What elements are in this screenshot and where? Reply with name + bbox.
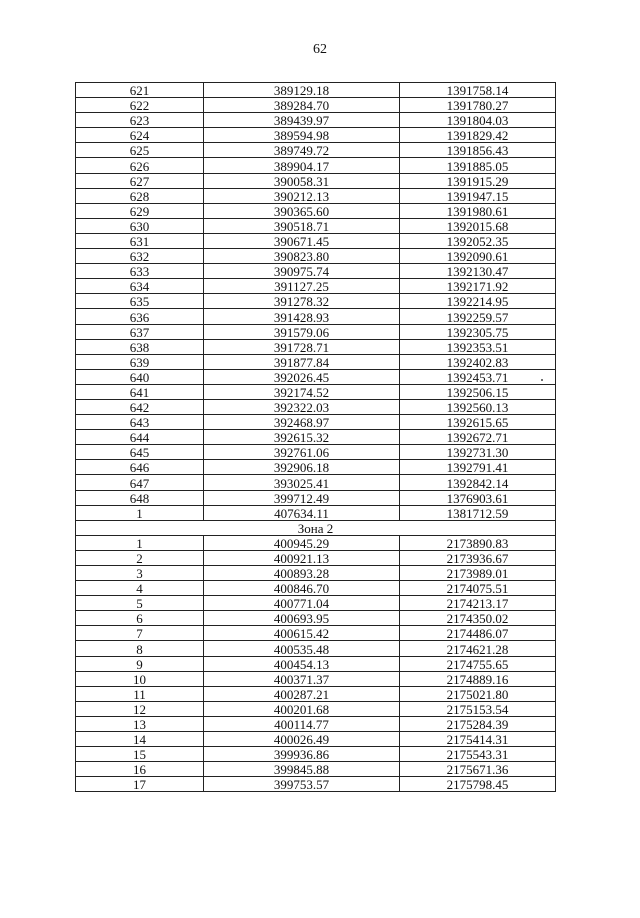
y-coordinate-cell: 2175798.45 <box>400 777 556 792</box>
y-coordinate-cell: 2175671.36 <box>400 762 556 777</box>
zone-heading-row <box>76 520 556 535</box>
x-coordinate-cell: 391278.32 <box>204 294 400 309</box>
y-coordinate-cell: 1392731.30 <box>400 445 556 460</box>
point-number-cell: 641 <box>76 384 204 399</box>
table-row <box>76 701 556 716</box>
x-coordinate-cell: 392468.97 <box>204 415 400 430</box>
point-number-cell: 632 <box>76 249 204 264</box>
x-coordinate-cell: 407634.11 <box>204 505 400 520</box>
point-number-cell: 639 <box>76 354 204 369</box>
point-number-cell: 634 <box>76 279 204 294</box>
table-row <box>76 249 556 264</box>
point-number-cell: 14 <box>76 732 204 747</box>
point-number-cell: 4 <box>76 581 204 596</box>
x-coordinate-cell: 400945.29 <box>204 535 400 550</box>
table-row <box>76 490 556 505</box>
point-number-cell: 16 <box>76 762 204 777</box>
x-coordinate-cell: 391877.84 <box>204 354 400 369</box>
point-number-cell: 630 <box>76 218 204 233</box>
x-coordinate-cell: 389439.97 <box>204 113 400 128</box>
x-coordinate-cell: 400771.04 <box>204 596 400 611</box>
point-number-cell: 17 <box>76 777 204 792</box>
point-number-cell: 647 <box>76 475 204 490</box>
y-coordinate-cell: 1391885.05 <box>400 158 556 173</box>
table-row <box>76 143 556 158</box>
table-row <box>76 324 556 339</box>
y-coordinate-cell: 2175414.31 <box>400 732 556 747</box>
x-coordinate-cell: 400287.21 <box>204 686 400 701</box>
point-number-cell: 640 <box>76 369 204 384</box>
y-coordinate-cell: 1391947.15 <box>400 188 556 203</box>
y-coordinate-cell: 1392560.13 <box>400 399 556 414</box>
y-coordinate-cell: 1391856.43 <box>400 143 556 158</box>
page-number: 62 <box>313 42 327 57</box>
y-coordinate-cell: 2174213.17 <box>400 596 556 611</box>
x-coordinate-cell: 399753.57 <box>204 777 400 792</box>
point-number-cell: 6 <box>76 611 204 626</box>
y-coordinate-cell: 1392453.71 <box>400 369 556 384</box>
y-coordinate-cell: 1392842.14 <box>400 475 556 490</box>
zone-2-heading-group <box>76 520 556 535</box>
table-row <box>76 505 556 520</box>
point-number-cell: 646 <box>76 460 204 475</box>
point-number-cell: 645 <box>76 445 204 460</box>
table-row <box>76 762 556 777</box>
table-row <box>76 294 556 309</box>
table-row <box>76 611 556 626</box>
point-number-cell: 624 <box>76 128 204 143</box>
y-coordinate-cell: 1392402.83 <box>400 354 556 369</box>
y-coordinate-cell: 2174350.02 <box>400 611 556 626</box>
point-number-cell: 643 <box>76 415 204 430</box>
point-number-cell: 10 <box>76 671 204 686</box>
y-coordinate-cell: 1392353.51 <box>400 339 556 354</box>
point-number-cell: 7 <box>76 626 204 641</box>
point-number-cell: 11 <box>76 686 204 701</box>
point-number-cell: 2 <box>76 550 204 565</box>
table-row <box>76 550 556 565</box>
point-number-cell: 625 <box>76 143 204 158</box>
table-row <box>76 188 556 203</box>
x-coordinate-cell: 400615.42 <box>204 626 400 641</box>
table-row <box>76 415 556 430</box>
y-coordinate-cell: 1392791.41 <box>400 460 556 475</box>
point-number-cell: 1 <box>76 535 204 550</box>
point-number-cell: 12 <box>76 701 204 716</box>
x-coordinate-cell: 389284.70 <box>204 98 400 113</box>
table-row <box>76 445 556 460</box>
table-row <box>76 233 556 248</box>
x-coordinate-cell: 400846.70 <box>204 581 400 596</box>
x-coordinate-cell: 399712.49 <box>204 490 400 505</box>
table-row <box>76 732 556 747</box>
table-row <box>76 113 556 128</box>
table-row <box>76 128 556 143</box>
table-row <box>76 581 556 596</box>
y-coordinate-cell: 1392130.47 <box>400 264 556 279</box>
table-row <box>76 641 556 656</box>
y-coordinate-cell: 1392672.71 <box>400 430 556 445</box>
table-row <box>76 475 556 490</box>
x-coordinate-cell: 400371.37 <box>204 671 400 686</box>
y-coordinate-cell: 2174621.28 <box>400 641 556 656</box>
y-coordinate-cell: 2175153.54 <box>400 701 556 716</box>
y-coordinate-cell: 1391780.27 <box>400 98 556 113</box>
x-coordinate-cell: 392761.06 <box>204 445 400 460</box>
table-row <box>76 369 556 384</box>
table-row <box>76 596 556 611</box>
x-coordinate-cell: 400114.77 <box>204 716 400 731</box>
point-number-cell: 637 <box>76 324 204 339</box>
table-row <box>76 173 556 188</box>
y-coordinate-cell: 2175284.39 <box>400 716 556 731</box>
point-number-cell: 633 <box>76 264 204 279</box>
y-coordinate-cell: 1391915.29 <box>400 173 556 188</box>
y-coordinate-cell: 1392171.92 <box>400 279 556 294</box>
x-coordinate-cell: 392322.03 <box>204 399 400 414</box>
x-coordinate-cell: 392615.32 <box>204 430 400 445</box>
y-coordinate-cell: 2174075.51 <box>400 581 556 596</box>
y-coordinate-cell: 2173936.67 <box>400 550 556 565</box>
table-row <box>76 535 556 550</box>
table-row <box>76 218 556 233</box>
x-coordinate-cell: 390212.13 <box>204 188 400 203</box>
y-coordinate-cell: 1392615.65 <box>400 415 556 430</box>
x-coordinate-cell: 390518.71 <box>204 218 400 233</box>
y-coordinate-cell: 1391829.42 <box>400 128 556 143</box>
y-coordinate-cell: 1392305.75 <box>400 324 556 339</box>
point-number-cell: 8 <box>76 641 204 656</box>
zone-heading: Зона 2 <box>76 520 556 535</box>
x-coordinate-cell: 400921.13 <box>204 550 400 565</box>
x-coordinate-cell: 390058.31 <box>204 173 400 188</box>
x-coordinate-cell: 389594.98 <box>204 128 400 143</box>
x-coordinate-cell: 392026.45 <box>204 369 400 384</box>
point-number-cell: 636 <box>76 309 204 324</box>
x-coordinate-cell: 391127.25 <box>204 279 400 294</box>
table-row <box>76 399 556 414</box>
x-coordinate-cell: 400201.68 <box>204 701 400 716</box>
x-coordinate-cell: 391728.71 <box>204 339 400 354</box>
y-coordinate-cell: 2175543.31 <box>400 747 556 762</box>
x-coordinate-cell: 389129.18 <box>204 83 400 98</box>
table-row <box>76 158 556 173</box>
table-row <box>76 279 556 294</box>
x-coordinate-cell: 391579.06 <box>204 324 400 339</box>
y-coordinate-cell: 1381712.59 <box>400 505 556 520</box>
point-number-cell: 621 <box>76 83 204 98</box>
point-number-cell: 1 <box>76 505 204 520</box>
table-row <box>76 671 556 686</box>
x-coordinate-cell: 399845.88 <box>204 762 400 777</box>
x-coordinate-cell: 392906.18 <box>204 460 400 475</box>
table-row <box>76 354 556 369</box>
x-coordinate-cell: 389749.72 <box>204 143 400 158</box>
point-number-cell: 642 <box>76 399 204 414</box>
y-coordinate-cell: 1392015.68 <box>400 218 556 233</box>
table-row <box>76 460 556 475</box>
x-coordinate-cell: 393025.41 <box>204 475 400 490</box>
y-coordinate-cell: 1392090.61 <box>400 249 556 264</box>
x-coordinate-cell: 400454.13 <box>204 656 400 671</box>
point-number-cell: 631 <box>76 233 204 248</box>
table-row <box>76 777 556 792</box>
table-row <box>76 686 556 701</box>
table-row <box>76 747 556 762</box>
table-row <box>76 98 556 113</box>
table-row <box>76 309 556 324</box>
point-number-cell: 622 <box>76 98 204 113</box>
x-coordinate-cell: 390671.45 <box>204 233 400 248</box>
y-coordinate-cell: 1392052.35 <box>400 233 556 248</box>
table-row <box>76 83 556 98</box>
point-number-cell: 627 <box>76 173 204 188</box>
table-row <box>76 656 556 671</box>
point-number-cell: 13 <box>76 716 204 731</box>
y-coordinate-cell: 1392259.57 <box>400 309 556 324</box>
point-number-cell: 9 <box>76 656 204 671</box>
y-coordinate-cell: 2173989.01 <box>400 566 556 581</box>
table-row <box>76 716 556 731</box>
table-row <box>76 626 556 641</box>
x-coordinate-cell: 400535.48 <box>204 641 400 656</box>
y-coordinate-cell: 1376903.61 <box>400 490 556 505</box>
point-number-cell: 15 <box>76 747 204 762</box>
x-coordinate-cell: 400893.28 <box>204 566 400 581</box>
x-coordinate-cell: 390823.80 <box>204 249 400 264</box>
y-coordinate-cell: 1392214.95 <box>400 294 556 309</box>
x-coordinate-cell: 389904.17 <box>204 158 400 173</box>
table-row <box>76 430 556 445</box>
point-number-cell: 3 <box>76 566 204 581</box>
point-number-cell: 626 <box>76 158 204 173</box>
y-coordinate-cell: 2174486.07 <box>400 626 556 641</box>
table-row <box>76 566 556 581</box>
y-coordinate-cell: 2173890.83 <box>400 535 556 550</box>
y-coordinate-cell: 2175021.80 <box>400 686 556 701</box>
x-coordinate-cell: 399936.86 <box>204 747 400 762</box>
x-coordinate-cell: 400693.95 <box>204 611 400 626</box>
point-number-cell: 623 <box>76 113 204 128</box>
x-coordinate-cell: 390975.74 <box>204 264 400 279</box>
x-coordinate-cell: 390365.60 <box>204 203 400 218</box>
y-coordinate-cell: 2174889.16 <box>400 671 556 686</box>
table-row <box>76 384 556 399</box>
table-row <box>76 339 556 354</box>
table-row <box>76 264 556 279</box>
y-coordinate-cell: 2174755.65 <box>400 656 556 671</box>
zone-1-rows <box>76 83 556 521</box>
x-coordinate-cell: 391428.93 <box>204 309 400 324</box>
point-number-cell: 5 <box>76 596 204 611</box>
zone-2-rows <box>76 535 556 792</box>
y-coordinate-cell: 1391980.61 <box>400 203 556 218</box>
coordinates-table <box>75 82 556 792</box>
point-number-cell: 628 <box>76 188 204 203</box>
y-coordinate-cell: 1392506.15 <box>400 384 556 399</box>
point-number-cell: 635 <box>76 294 204 309</box>
y-coordinate-cell: 1391758.14 <box>400 83 556 98</box>
point-number-cell: 644 <box>76 430 204 445</box>
scan-speck <box>541 379 543 381</box>
x-coordinate-cell: 392174.52 <box>204 384 400 399</box>
y-coordinate-cell: 1391804.03 <box>400 113 556 128</box>
table-row <box>76 203 556 218</box>
point-number-cell: 629 <box>76 203 204 218</box>
point-number-cell: 648 <box>76 490 204 505</box>
point-number-cell: 638 <box>76 339 204 354</box>
x-coordinate-cell: 400026.49 <box>204 732 400 747</box>
